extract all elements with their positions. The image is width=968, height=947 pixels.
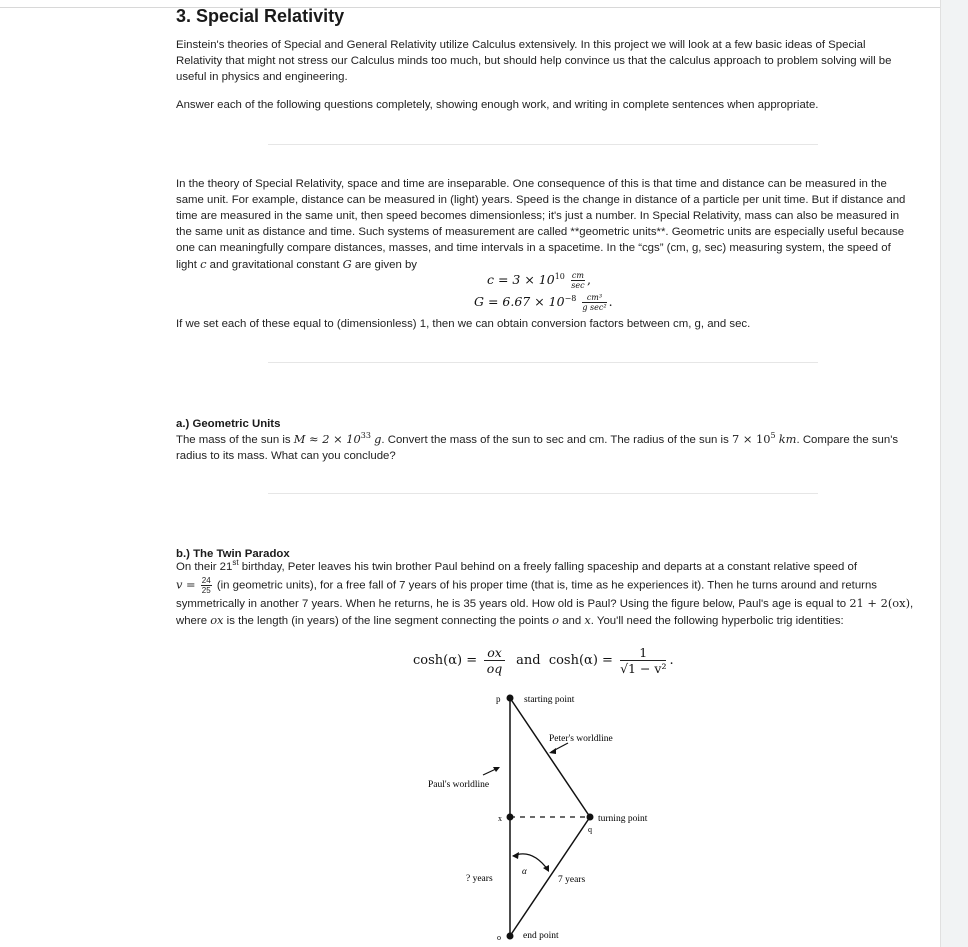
paul-age-expression: 21 + 2(ox) (849, 595, 911, 610)
part-a-question: The mass of the sun is $M \approx 2 \times 10^{33}$ g. Convert the mass of the sun to sec and cm. The radius of the sun is $7 \times 10^5$ km. Compare the sun's radius to its mass. What can you conclude? (176, 431, 899, 462)
twin-paradox-figure (410, 688, 670, 946)
intro-paragraph: Einstein's theories of Special and General Relativity utilize Calculus extensively. In this project we will look at a few basic ideas of Special Relativity that might not stress our Calculus minds too much, but should help convince us that the calculus approach to problem solving will be useful in physics and engineering. (176, 39, 892, 83)
instructions-paragraph: Answer each of the following questions completely, showing enough work, and writing in complete sentences when appropriate. (176, 99, 819, 111)
point-o (507, 933, 514, 940)
sun-radius: 7 × 10 (731, 432, 771, 446)
g-variable: G (342, 257, 352, 271)
point-x (507, 814, 514, 821)
point-p (507, 695, 514, 702)
label-turning-point: turning point (598, 814, 648, 824)
hyperbolic-identities: cosh(α) = $\frac{ox}{oq}$ and cosh(α) = $\frac{1}{\text{√1 − v²}}$ . (413, 645, 674, 676)
given-by-text: are given by (354, 259, 417, 271)
label-peter-worldline: Peter's worldline (549, 734, 613, 744)
section-divider (268, 362, 818, 363)
part-b-question: On their 21st birthday, Peter leaves his twin brother Paul behind on a freely falling spaceship and departs at a constant relative speed of v = $\frac{24}{25}$ (in geometric units), for a free fall of 7 years of his proper time (that is, time as he experiences it). Then he turns around and returns symmetrically in another 7 years. When he returns, he is 35 years old. How old is Paul? Using the figure below, Paul's age is equal to 21 + 2(ox), where ox is the length (in years) of the line segment connecting the points o and x. You'll need the following hyperbolic trig identities: (176, 558, 914, 627)
and-text: and gravitational constant (209, 259, 340, 271)
label-paul-worldline: Paul's worldline (428, 780, 490, 790)
part-b-heading: b.) The Twin Paradox (176, 548, 290, 560)
label-q: q (588, 825, 592, 834)
section-divider (268, 493, 818, 494)
background-paragraph (176, 176, 914, 273)
top-divider (0, 7, 940, 8)
point-q (587, 814, 594, 821)
section-divider (268, 144, 818, 145)
part-a-heading: a.) Geometric Units (176, 418, 281, 430)
label-starting-point: starting point (524, 695, 575, 705)
label-o: o (497, 933, 501, 942)
vertical-scrollbar[interactable] (940, 0, 968, 947)
speed-of-light-equation: $c = 3 \times 10^{10}$ $\frac{cm}{\sec}$ , (487, 271, 591, 290)
sun-mass: M ≈ 2 × 10 (293, 432, 361, 446)
label-unknown-years: ? years (466, 874, 493, 884)
gravitational-constant-equation: $G = 6.67 \times 10^{-8}$ $\frac{\text{cm³}}{\text{g sec²}}$ . (474, 293, 613, 312)
c-variable: c (200, 257, 207, 271)
label-p: p (496, 694, 501, 704)
label-x: x (498, 814, 502, 823)
label-end-point: end point (523, 931, 559, 941)
conversion-paragraph: If we set each of these equal to (dimensionless) 1, then we can obtain conversion factors between cm, g, and sec. (176, 318, 751, 330)
page-title: 3. Special Relativity (176, 6, 345, 26)
label-seven-years: 7 years (558, 875, 586, 885)
background-text: In the theory of Special Relativity, space and time are inseparable. One consequence of this is that time and distance can be measured in the same unit. For example, distance can be measured in (light) years. Speed is the change in distance of a particle per unit time. But if distance and time are measured in the same unit, then speed becomes dimensionless; it's just a number. In Special Relativity, mass can also be measured in the same unit as distance and time. Such systems of measurement are called **geometric units**. Geometric units are especially useful because one can meaningfully compare distances, masses, and time intervals in a spacetime. In the “cgs” (cm, g, sec) measuring system, the speed of light (176, 178, 906, 271)
label-alpha: α (522, 866, 527, 876)
